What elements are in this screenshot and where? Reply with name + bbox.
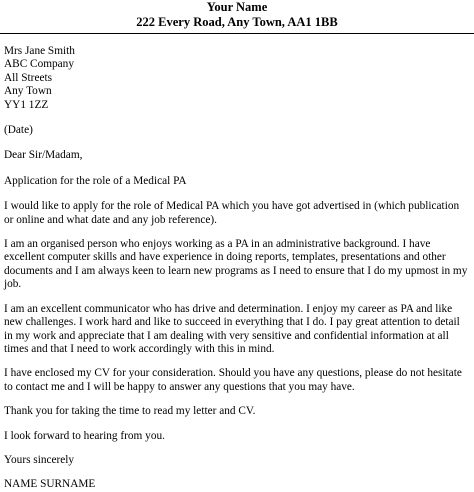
letter-date: (Date) (4, 124, 33, 137)
recipient-line: Mrs Jane Smith (4, 45, 75, 57)
header-divider (0, 33, 474, 34)
recipient-line: YY1 1ZZ (4, 98, 49, 111)
sign-off: Yours sincerely (4, 453, 75, 466)
recipient-line: Any Town (4, 85, 52, 98)
sender-address: 222 Every Road, Any Town, AA1 1BB (136, 15, 338, 29)
subject-line: Application for the role of a Medical PA (4, 174, 187, 187)
signature-name: NAME SURNAME (4, 478, 96, 491)
recipient-line: ABC Company (4, 58, 74, 71)
salutation: Dear Sir/Madam, (4, 149, 83, 162)
paragraph-intro: I would like to apply for the role of Medical PA which you have got advertised in (which publication or online and what date and any job reference). (4, 200, 460, 226)
recipient-address (4, 45, 470, 112)
letterhead (0, 0, 474, 29)
paragraph-closing: I look forward to hearing from you. (4, 429, 165, 442)
recipient-line: All Streets (4, 71, 53, 84)
sender-name: Your Name (206, 0, 268, 14)
paragraph-skills: I am an organised person who enjoys working as a PA in an administrative background. I have excellent computer skills and have experience in doing reports, templates, presentations and other documents and I am always keen to learn new programs as I need to ensure that I do my upmost in my job. (4, 238, 468, 291)
paragraph-cv: I have enclosed my CV for your consideration. Should you have any questions, please do not hesitate to contact me and I will be happy to answer any questions that you may have. (4, 367, 462, 393)
paragraph-thanks: Thank you for taking the time to read my letter and CV. (4, 405, 256, 418)
paragraph-qualities: I am an excellent communicator who has drive and determination. I enjoy my career as PA and like new challenges. I work hard and like to succeed in everything that I do. I pay great attention to detail in my work and appreciate that I am dealing with very sensitive and confidential information at all times and that I need to work accordingly with this in mind. (4, 302, 460, 355)
letter-body (4, 45, 470, 492)
